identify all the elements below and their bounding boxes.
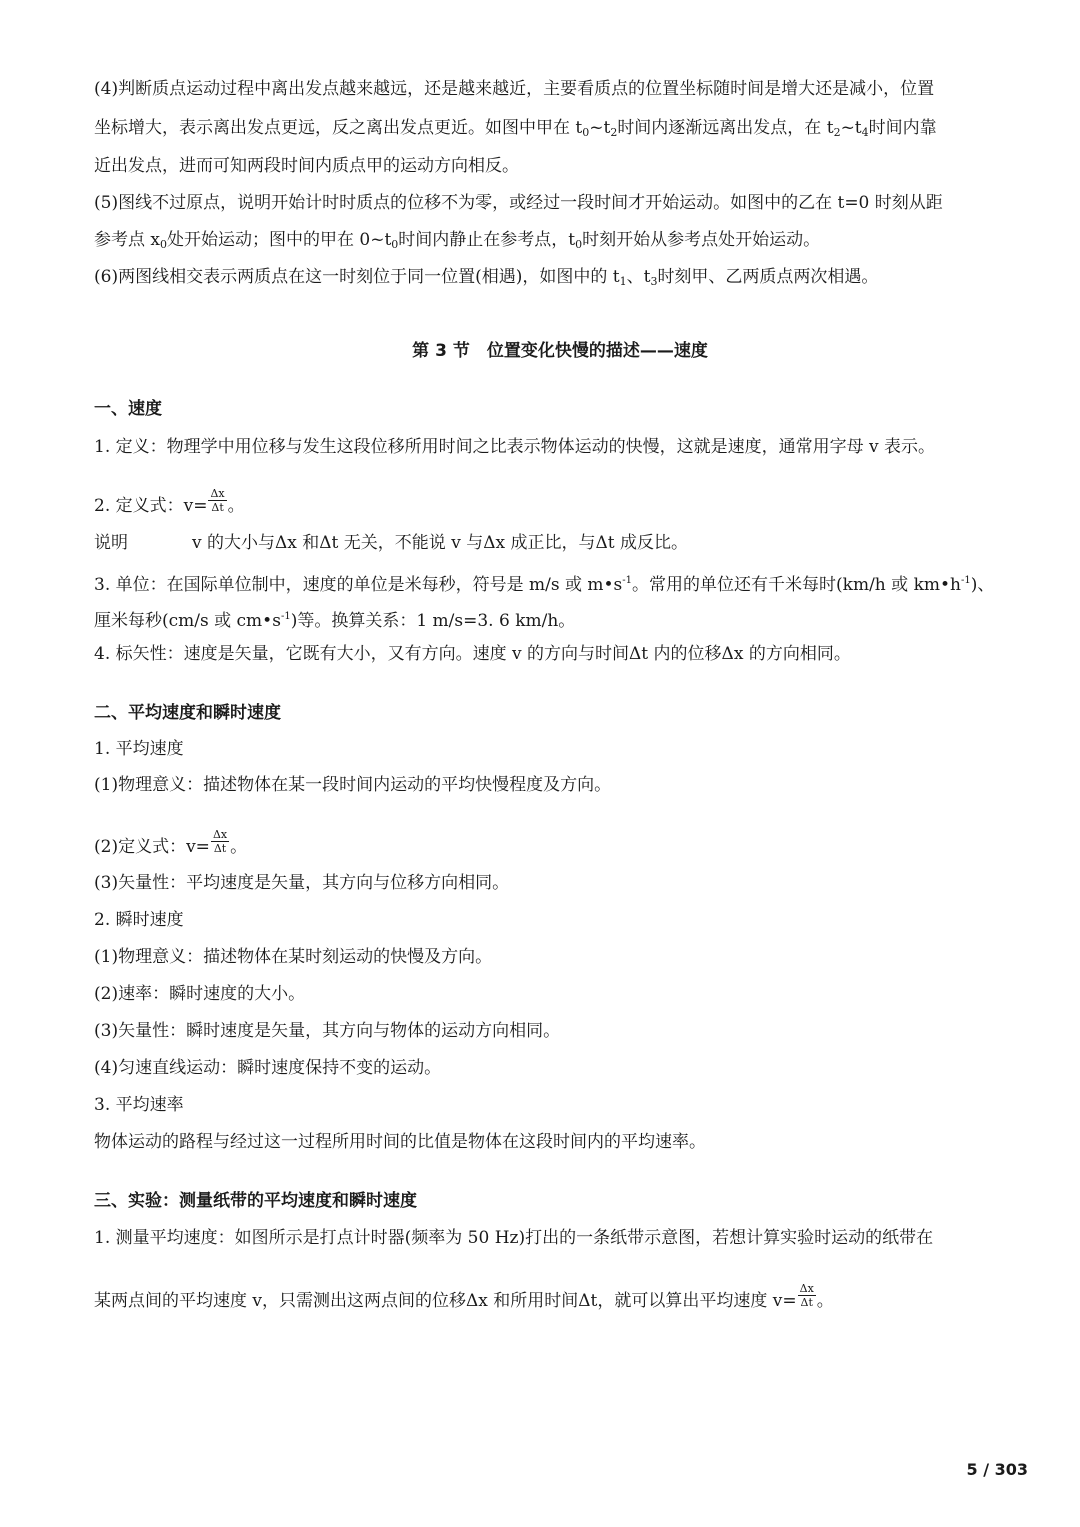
paragraph-6: (6)两图线相交表示两质点在这一时刻位于同一位置(相遇)，如图中的 $t_1$、$t_3$时刻甲、乙两质点两次相遇。 xyxy=(94,267,879,288)
instant-speed-vector: (3)矢量性：瞬时速度是矢量，其方向与物体的运动方向相同。 xyxy=(94,1021,561,1041)
paragraph-4-line-2: 坐标增大，表示离出发点更远，反之离出发点更近。如图中甲在 $t_0\sim t_2$时间内逐渐远离出发点，在 $t_2\sim t_4$时间内靠 xyxy=(94,118,937,139)
experiment-line-2: 某两点间的平均速度 v，只需测出这两点间的位移Δx 和所用时间Δt，就可以算出平均速度 v= $\frac{\Delta x}{\Delta t}$ 。 xyxy=(94,1282,834,1311)
heading-average-instant: 二、平均速度和瞬时速度 xyxy=(94,703,281,723)
speed-vector: 4. 标矢性：速度是矢量，它既有大小，又有方向。速度 v 的方向与时间Δt 内的位移Δx 的方向相同。 xyxy=(94,644,851,664)
speed-unit-line-1: 3. 单位：在国际单位制中，速度的单位是米每秒，符号是 m/s 或 $m•s^{-1}$。常用的单位还有千米每时(km/h 或 $km•h^{-1}$)、 xyxy=(94,575,995,595)
fraction-dx-dt: $\frac{\Delta x}{\Delta t}$ xyxy=(799,1282,814,1309)
heading-speed: 一、速度 xyxy=(94,399,162,419)
average-speed-formula: (2)定义式：v= $\frac{\Delta x}{\Delta t}$ 。 xyxy=(94,828,248,857)
average-rate-text: 物体运动的路程与经过这一过程所用时间的比值是物体在这段时间内的平均速率。 xyxy=(94,1132,706,1152)
average-rate-title: 3. 平均速率 xyxy=(94,1095,184,1115)
instant-speed-rate: (2)速率：瞬时速度的大小。 xyxy=(94,984,306,1004)
experiment-line-1: 1. 测量平均速度：如图所示是打点计时器(频率为 50 Hz)打出的一条纸带示意图，若想计算实验时运动的纸带在 xyxy=(94,1228,934,1248)
speed-unit-line-2: 厘米每秒(cm/s 或 $cm•s^{-1}$)等。换算关系：1 m/s=3. 6 km/h。 xyxy=(94,611,576,631)
section-title: 第 3 节 位置变化快慢的描述——速度 xyxy=(412,341,708,361)
speed-definition: 1. 定义：物理学中用位移与发生这段位移所用时间之比表示物体运动的快慢，这就是速度，通常用字母 v 表示。 xyxy=(94,437,936,457)
speed-formula: 2. 定义式：v= $\frac{\Delta x}{\Delta t}$ 。 xyxy=(94,487,245,516)
fraction-dx-dt: $\frac{\Delta x}{\Delta t}$ xyxy=(212,828,228,855)
fraction-dx-dt: $\frac{\Delta x}{\Delta t}$ xyxy=(210,487,225,514)
average-speed-meaning: (1)物理意义：描述物体在某一段时间内运动的平均快慢程度及方向。 xyxy=(94,775,612,795)
paragraph-4-line-3: 近出发点，进而可知两段时间内质点甲的运动方向相反。 xyxy=(94,156,519,176)
instant-speed-meaning: (1)物理意义：描述物体在某时刻运动的快慢及方向。 xyxy=(94,947,493,967)
instant-speed-title: 2. 瞬时速度 xyxy=(94,910,184,930)
average-speed-vector: (3)矢量性：平均速度是矢量，其方向与位移方向相同。 xyxy=(94,873,510,893)
uniform-motion: (4)匀速直线运动：瞬时速度保持不变的运动。 xyxy=(94,1058,442,1078)
heading-experiment: 三、实验：测量纸带的平均速度和瞬时速度 xyxy=(94,1191,417,1211)
paragraph-5-line-2: 参考点 $x_0$处开始运动；图中的甲在 $0\sim t_0$时间内静止在参考点，$t_0$时刻开始从参考点处开始运动。 xyxy=(94,230,821,251)
paragraph-5-line-1: (5)图线不过原点，说明开始计时时质点的位移不为零，或经过一段时间才开始运动。如图中的乙在 t=0 时刻从距 xyxy=(94,193,943,213)
speed-note: 说明 v 的大小与Δx 和Δt 无关，不能说 v 与Δx 成正比，与Δt 成反比。 xyxy=(94,533,688,553)
paragraph-4-line-1: (4)判断质点运动过程中离出发点越来越远，还是越来越近，主要看质点的位置坐标随时间是增大还是减小，位置 xyxy=(94,79,935,99)
page-number: 5 / 303 xyxy=(966,1460,1028,1479)
average-speed-title: 1. 平均速度 xyxy=(94,739,184,759)
